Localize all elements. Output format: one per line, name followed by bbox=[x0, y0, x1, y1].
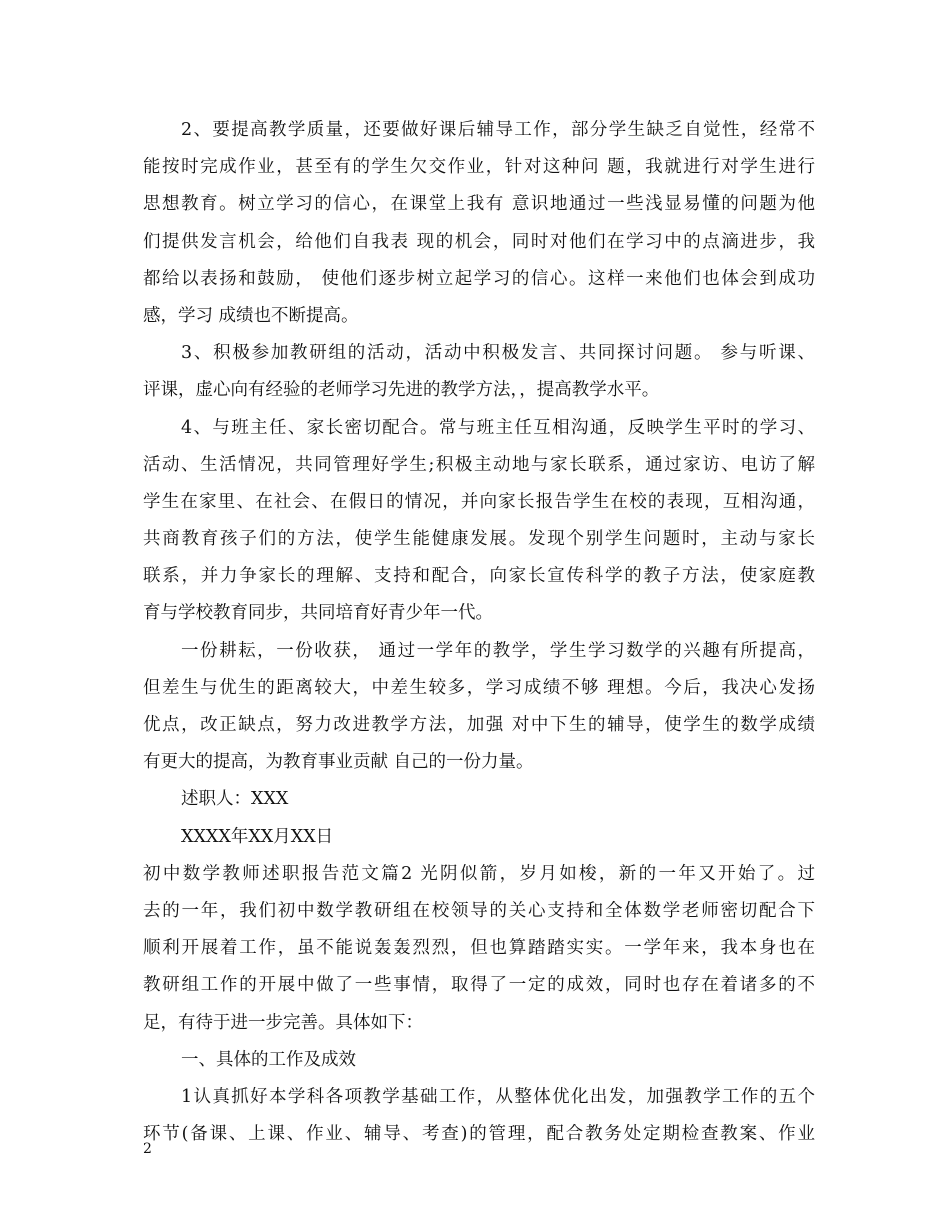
text-line: 去的一年，我们初中数学教研组在校领导的关心支持和全体数学老师密切配合下 bbox=[143, 900, 815, 921]
text-line: 述职人：XXX bbox=[181, 789, 289, 810]
text-line: 1认真抓好本学科各项教学基础工作，从整体优化出发，加强教学工作的五个 bbox=[181, 1086, 815, 1107]
text-line: 教研组工作的开展中做了一些事情，取得了一定的成效，同时也存在着诸多的不 bbox=[143, 975, 815, 996]
text-line: 都给以表扬和鼓励， 使他们逐步树立起学习的信心。这样一来他们也体会到成功 bbox=[143, 268, 815, 289]
text-line: 共商教育孩子们的方法，使学生能健康发展。发现个别学生问题时，主动与家长 bbox=[143, 529, 815, 550]
text-line: 活动、生活情况，共同管理好学生;积极主动地与家长联系，通过家访、电访了解 bbox=[143, 454, 815, 475]
text-line: 们提供发言机会，给他们自我表 现的机会，同时对他们在学习中的点滴进步，我 bbox=[143, 231, 815, 252]
text-line: 一、具体的工作及成效 bbox=[181, 1049, 356, 1070]
text-line: XXXX年XX月XX日 bbox=[181, 826, 334, 847]
text-line: 有更大的提高，为教育事业贡献 自己的一份力量。 bbox=[143, 752, 534, 773]
text-line: 一份耕耘，一份收获， 通过一学年的教学，学生学习数学的兴趣有所提高， bbox=[181, 640, 815, 661]
text-line: 评课，虚心向有经验的老师学习先进的教学方法，，提高教学水平。 bbox=[143, 380, 660, 401]
text-line: 联系，并力争家长的理解、支持和配合，向家长宣传科学的教子方法，使家庭教 bbox=[143, 566, 815, 587]
text-line: 思想教育。树立学习的信心，在课堂上我有 意识地通过一些浅显易懂的问题为他 bbox=[143, 194, 815, 215]
text-line: 优点，改正缺点，努力改进教学方法，加强 对中下生的辅导，使学生的数学成绩 bbox=[143, 715, 815, 735]
text-line: 初中数学教师述职报告范文篇2 光阴似箭，岁月如梭，新的一年又开始了。过 bbox=[143, 863, 815, 884]
text-line: 足，有待于进一步完善。具体如下： bbox=[143, 1012, 423, 1033]
text-line: 学生在家里、在社会、在假日的情况，并向家长报告学生在校的表现，互相沟通， bbox=[143, 491, 815, 512]
document-body bbox=[143, 112, 815, 1153]
text-line: 但差生与优生的距离较大，中差生较多，学习成绩不够 理想。今后，我决心发扬 bbox=[143, 677, 815, 698]
text-line: 育与学校教育同步，共同培育好青少年一代。 bbox=[143, 603, 493, 624]
page-number: 2 bbox=[143, 1141, 152, 1157]
text-line: 2、要提高教学质量，还要做好课后辅导工作，部分学生缺乏自觉性，经常不 bbox=[181, 120, 815, 140]
text-line: 能按时完成作业，甚至有的学生欠交作业，针对这种问 题，我就进行对学生进行 bbox=[143, 157, 815, 178]
text-line: 环节(备课、上课、作业、辅导、考查)的管理，配合教务处定期检查教案、作业 bbox=[143, 1124, 815, 1145]
text-line: 感，学习 成绩也不断提高。 bbox=[143, 305, 359, 326]
text-line: 顺利开展着工作，虽不能说轰轰烈烈，但也算踏踏实实。一学年来，我本身也在 bbox=[143, 938, 815, 959]
text-line: 3、积极参加教研组的活动，活动中积极发言、共同探讨问题。 参与听课、 bbox=[181, 343, 815, 364]
text-line: 4、与班主任、家长密切配合。常与班主任互相沟通，反映学生平时的学习、 bbox=[181, 417, 815, 438]
